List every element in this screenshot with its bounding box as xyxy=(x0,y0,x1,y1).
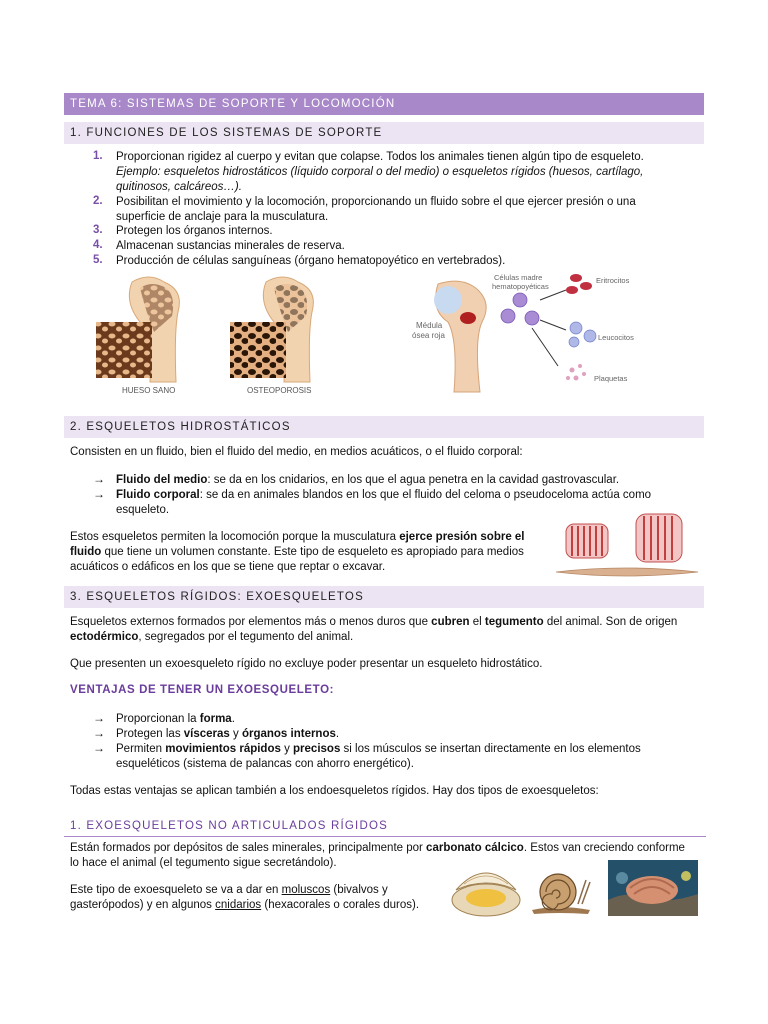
arrow-bullet: → xyxy=(93,487,105,501)
bullet-text: Fluido corporal: se da en animales blandos en los que el fluido del celoma o pseudoceloma actúa como xyxy=(116,489,652,501)
list-number: 2. xyxy=(93,195,103,207)
ventajas-heading: VENTAJAS DE TENER UN EXOESQUELETO: xyxy=(70,684,335,696)
label-marrow-2: ósea roja xyxy=(412,331,445,340)
list-item-text: superficie de anclaje para la musculatura. xyxy=(116,211,329,223)
list-number: 3. xyxy=(93,224,103,236)
paragraph: Que presenten un exoesqueleto rígido no excluye poder presentar un esqueleto hidrostático. xyxy=(70,658,543,670)
list-number: 1. xyxy=(93,150,103,162)
section-heading-funciones: 1. FUNCIONES DE LOS SISTEMAS DE SOPORTE xyxy=(64,122,704,144)
document-title: TEMA 6: SISTEMAS DE SOPORTE Y LOCOMOCIÓN xyxy=(64,93,704,115)
list-item-text: Proporcionan rigidez al cuerpo y evitan que colapse. Todos los animales tienen algún tipo de esqueleto. xyxy=(116,151,644,163)
arrow-bullet: → xyxy=(93,711,105,725)
paragraph: Todas estas ventajas se aplican también a los endoesqueletos rígidos. Hay dos tipos de exoesqueletos: xyxy=(70,785,599,797)
list-number: 4. xyxy=(93,239,103,251)
label-erythrocytes: Eritrocitos xyxy=(596,276,630,285)
label-leukocytes: Leucocitos xyxy=(598,333,634,342)
hematopoiesis-figure xyxy=(408,270,658,394)
paragraph: Esqueletos externos formados por elementos más o menos duros que cubren el tegumento del animal. Son de origen xyxy=(70,616,678,628)
label-healthy-bone: HUESO SANO xyxy=(122,386,176,395)
list-item-text: Ejemplo: esqueletos hidrostáticos (líquido corporal o del medio) o esqueletos rígidos (huesos, cartílago, xyxy=(116,166,644,178)
paragraph: fluido que tiene un volumen constante. Este tipo de esqueleto es apropiado para medios xyxy=(70,546,524,558)
coral-image xyxy=(608,860,698,916)
label-osteoporosis: OSTEOPOROSIS xyxy=(247,386,312,395)
label-stem-cells: Células madre xyxy=(494,273,543,282)
paragraph: lo hace el animal (el tegumento sigue secretándolo). xyxy=(70,857,337,869)
subsection-heading-no-articulados: 1. EXOESQUELETOS NO ARTICULADOS RÍGIDOS xyxy=(64,816,706,837)
arrow-bullet: → xyxy=(93,726,105,740)
paragraph: Estos esqueletos permiten la locomoción porque la musculatura ejerce presión sobre el xyxy=(70,531,525,543)
label-platelets: Plaquetas xyxy=(594,374,628,383)
paragraph: Este tipo de exoesqueleto se va a dar en moluscos (bivalvos y xyxy=(70,884,388,896)
snail-image xyxy=(528,860,594,916)
label-stem-cells-2: hematopoyéticas xyxy=(492,282,549,291)
paragraph: Consisten en un fluido, bien el fluido del medio, en medios acuáticos, o el fluido corporal: xyxy=(70,446,523,458)
list-item-text: Almacenan sustancias minerales de reserva. xyxy=(116,240,345,252)
section-heading-hidrostaticos: 2. ESQUELETOS HIDROSTÁTICOS xyxy=(64,416,704,438)
bullet-text: esqueleto. xyxy=(116,504,170,516)
list-item-text: Protegen los órganos internos. xyxy=(116,225,273,237)
paragraph: acuáticos o edáficos en los que se tiene que reptar o excavar. xyxy=(70,561,386,573)
paragraph: ectodérmico, segregados por el tegumento del animal. xyxy=(70,631,354,643)
section-heading-exoesqueletos: 3. ESQUELETOS RÍGIDOS: EXOESQUELETOS xyxy=(64,586,704,608)
arrow-bullet: → xyxy=(93,741,105,755)
list-item-text: quitinosos, calcáreos…). xyxy=(116,181,242,193)
bullet-text: Fluido del medio: se da en los cnidarios, en los que el agua penetra en la cavidad gastrovascular. xyxy=(116,474,620,486)
paragraph: Están formados por depósitos de sales minerales, principalmente por carbonato cálcico. Estos van creciendo conforme xyxy=(70,842,685,854)
paragraph: gasterópodos) y en algunos cnidarios (hexacorales o corales duros). xyxy=(70,899,420,911)
list-number: 5. xyxy=(93,254,103,266)
list-item-text: Posibilitan el movimiento y la locomoción, proporcionando un fluido sobre el que ejercer presión o una xyxy=(116,196,636,208)
bullet-text: Permiten movimientos rápidos y precisos si los músculos se insertan directamente en los elementos xyxy=(116,743,641,755)
bullet-text: Protegen las vísceras y órganos internos. xyxy=(116,728,340,740)
worm-hydrostatic-figure xyxy=(554,510,700,582)
label-marrow: Médula xyxy=(416,321,443,330)
bullet-text: esqueléticos (sistema de palancas con ahorro energético). xyxy=(116,758,414,770)
bone-osteoporosis-figure xyxy=(94,272,356,400)
clam-image xyxy=(446,860,526,920)
list-item-text: Producción de células sanguíneas (órgano hematopoyético en vertebrados). xyxy=(116,255,506,267)
arrow-bullet: → xyxy=(93,472,105,486)
bullet-text: Proporcionan la forma. xyxy=(116,713,235,725)
